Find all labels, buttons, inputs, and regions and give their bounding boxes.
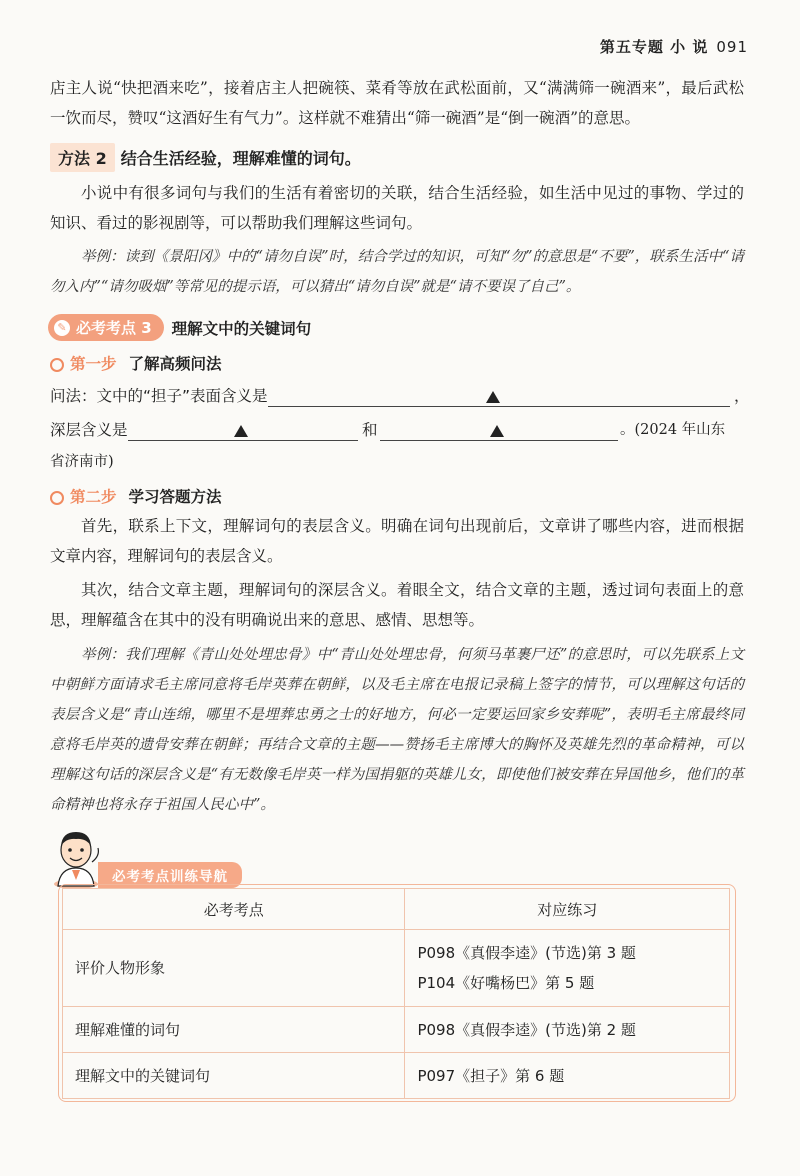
table-cell-practice: [405, 930, 730, 1007]
table-row: [63, 1007, 730, 1053]
table-header: 必考考点: [63, 889, 405, 930]
key-point-title: 理解文中的关键词句: [171, 319, 312, 338]
method-2-paragraph: 小说中有很多词句与我们的生活有着密切的关联，结合生活经验，如生活中见过的事物、学过的知识、看过的影视剧等，可以帮助我们理解这些词句。: [50, 184, 744, 232]
step-1-heading: [50, 352, 222, 374]
answer-example: 举例：我们理解《青山处处埋忠骨》中“青山处处埋忠骨，何须马革裹尸还”的意思时，可以先联系上文中朝鲜方面请求毛主席同意将毛岸英葬在朝鲜，以及毛主席在电报记录稿上签字的情节，可以理解这句话的表层含义是“青山连绵，哪里不是埋葬忠勇之士的好地方，何必一定要运回家乡安葬呢”，表明毛主席最终同意将毛岸英的遗骨安葬在朝鲜；再结合文章的主题——赞扬毛主席博大的胸怀及英雄先烈的革命精神，可以理解这句话的深层含义是“有无数像毛岸英一样为国捐躯的英雄儿女，即使他们被安葬在异国他乡，他们的革命精神也将永存于祖国人民心中”。: [50, 647, 744, 813]
answer-paragraph-2: 其次，结合文章主题，理解词句的深层含义。着眼全文，结合文章的主题，透过词句表面上的意思，理解蕴含在其中的没有明确说出来的意思、感情、思想等。: [50, 581, 744, 629]
table-cell-point: 理解文中的关键词句: [63, 1053, 405, 1099]
step-2-name: 第二步: [70, 488, 117, 506]
practice-item: P098《真假李逵》(节选)第 2 题: [417, 1021, 636, 1039]
table-cell-practice: [405, 1053, 730, 1099]
method-2-heading: [50, 143, 361, 172]
step-2-title: 学习答题方法: [128, 488, 222, 506]
table-cell-point: 理解难懂的词句: [63, 1007, 405, 1053]
table-header-row: [63, 889, 730, 930]
check-icon: ✎: [54, 320, 70, 336]
key-point-heading: [48, 314, 311, 341]
step-1-title: 了解高频问法: [128, 355, 222, 373]
question-line1-prefix: 问法：文中的“担子”表面含义是: [50, 387, 268, 405]
nav-header: [48, 826, 298, 892]
table-cell-point: 评价人物形象: [63, 930, 405, 1007]
step-1-name: 第一步: [70, 355, 117, 373]
intro-paragraph: 店主人说“快把酒来吃”，接着店主人把碗筷、菜肴等放在武松面前，又“满满筛一碗酒来”，最后武松一饮而尽，赞叹“这酒好生有气力”。这样就不难猜出“筛一碗酒”是“倒一碗酒”的意思。: [50, 79, 744, 127]
circle-icon: [50, 358, 64, 372]
key-point-badge: [48, 314, 164, 341]
nav-title: 必考考点训练导航: [98, 862, 242, 888]
circle-icon: [50, 491, 64, 505]
practice-item: P104《好嘴杨巴》第 5 题: [417, 974, 595, 992]
triangle-icon: [234, 425, 248, 437]
table-row: [63, 1053, 730, 1099]
key-point-badge-text: 必考考点 3: [76, 319, 152, 337]
method-title: 结合生活经验，理解难懂的词句。: [120, 149, 361, 168]
question-line3: 省济南市): [50, 454, 114, 470]
table-row: [63, 930, 730, 1007]
page-number: 091: [716, 38, 748, 56]
table-header: 对应练习: [405, 889, 730, 930]
question-line2-suffix: 。(2024 年山东: [620, 422, 726, 438]
practice-item: P098《真假李逵》(节选)第 3 题: [417, 944, 636, 962]
nav-table: [62, 888, 730, 1099]
practice-item: P097《担子》第 6 题: [417, 1067, 565, 1085]
step-2-heading: [50, 485, 222, 507]
method-2-example: 举例：读到《景阳冈》中的“请勿自误”时，结合学过的知识，可知“勿”的意思是“不要”，联系生活中“请勿入内”“请勿吸烟”等常见的提示语，可以猜出“请勿自误”就是“请不要误了自己”。: [50, 249, 744, 295]
triangle-icon: [486, 391, 500, 403]
teacher-avatar-icon: [48, 826, 104, 888]
method-tag: 方法 2: [50, 143, 115, 172]
question-line2-prefix: 深层含义是: [50, 421, 128, 439]
table-cell-practice: [405, 1007, 730, 1053]
question-line2-middle: 和: [362, 421, 378, 439]
header-title: 第五专题 小 说: [599, 38, 709, 56]
answer-paragraph-1: 首先，联系上下文，理解词句的表层含义。明确在词句出现前后，文章讲了哪些内容，进而根据文章内容，理解词句的表层含义。: [50, 517, 744, 565]
page-header: [600, 36, 748, 57]
question-line1-suffix: ，: [734, 387, 750, 405]
triangle-icon: [490, 425, 504, 437]
